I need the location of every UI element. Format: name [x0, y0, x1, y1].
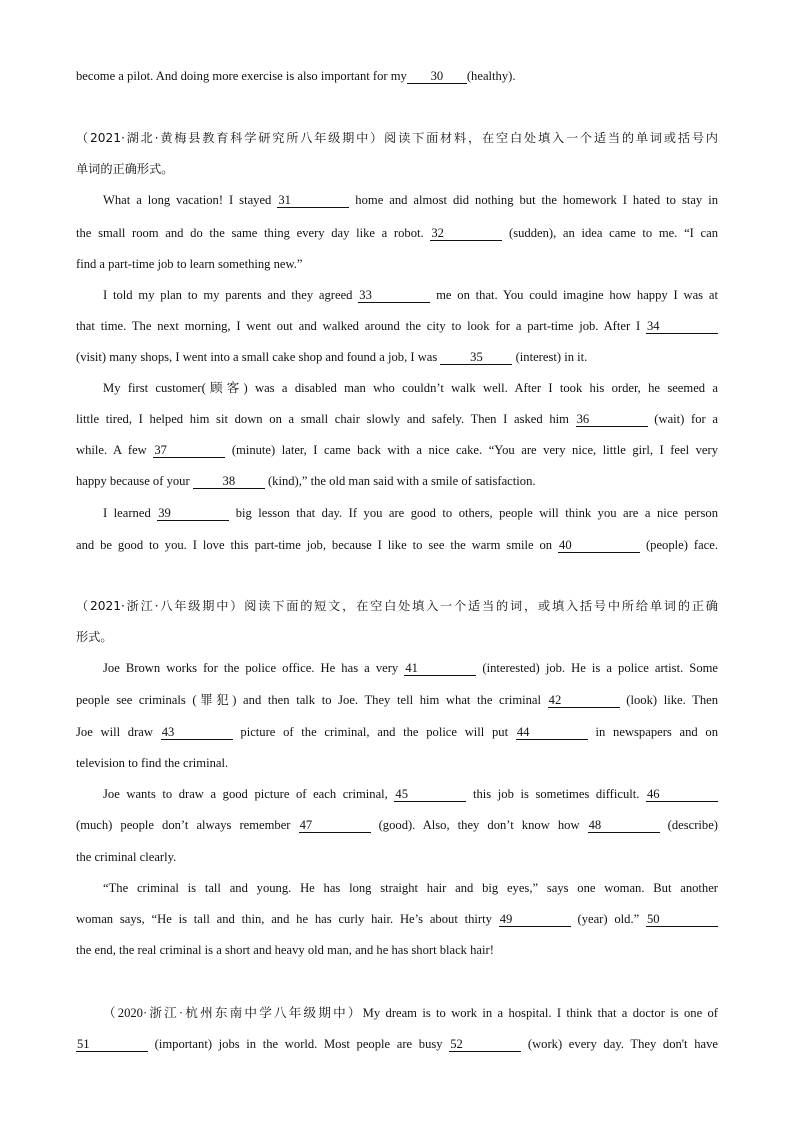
answer-blank-36[interactable]: 36	[576, 413, 648, 427]
text-line	[103, 1005, 718, 1021]
text-segment: (describe)	[659, 818, 718, 832]
text-segment: little tired, I helped him sit down on a small chair slowly and safely. Then I asked him	[76, 412, 576, 426]
text-line	[76, 442, 718, 458]
text-segment: Joe will draw	[76, 725, 161, 739]
answer-blank-43[interactable]: 43	[161, 726, 233, 740]
answer-blank-48[interactable]: 48	[588, 819, 660, 833]
text-line	[103, 880, 718, 896]
text-segment: (healthy).	[466, 69, 516, 83]
answer-blank-50[interactable]: 50	[646, 913, 718, 927]
answer-blank-44[interactable]: 44	[516, 726, 588, 740]
text-line	[76, 318, 718, 334]
text-segment: (interest) in it.	[512, 350, 588, 364]
answer-blank-37[interactable]: 37	[153, 444, 225, 458]
section-heading-line	[76, 130, 718, 146]
text-segment: the criminal clearly.	[76, 850, 177, 864]
text-segment: big lesson that day. If you are good to others, people will think you are a nice person	[229, 506, 718, 520]
answer-blank-40[interactable]: 40	[558, 539, 640, 553]
text-segment: people see criminals (罪犯) and then talk to Joe. They tell him what the criminal	[76, 693, 548, 707]
text-segment: My first customer(顾客) was a disabled man who couldn’t walk well. After I took his order, he seemed a	[103, 381, 718, 395]
answer-blank-51[interactable]: 51	[76, 1038, 148, 1052]
answer-blank-35[interactable]: 35	[440, 351, 512, 365]
answer-blank-52[interactable]: 52	[449, 1038, 521, 1052]
text-line	[103, 192, 718, 208]
text-line	[76, 755, 718, 771]
text-segment: while. A few	[76, 443, 154, 457]
text-segment: (kind),” the old man said with a smile of satisfaction.	[264, 474, 536, 488]
text-line	[76, 692, 718, 708]
text-segment: (wait) for a	[647, 412, 718, 426]
text-segment: 形式。	[76, 630, 113, 644]
text-line	[103, 380, 718, 396]
text-segment: picture of the criminal, and the police will put	[232, 725, 516, 739]
text-line	[76, 537, 718, 553]
section-heading-line	[76, 629, 718, 645]
section-heading-line	[76, 598, 718, 614]
text-segment: (year) old.”	[570, 912, 646, 926]
text-segment: (sudden), an idea came to me. “I can	[502, 226, 719, 240]
answer-blank-38[interactable]: 38	[193, 475, 265, 489]
text-line	[76, 911, 718, 927]
text-segment: (look) like. Then	[619, 693, 719, 707]
text-segment: (minute) later, I came back with a nice cake. “You are very nice, little girl, I feel very	[225, 443, 719, 457]
answer-blank-47[interactable]: 47	[299, 819, 371, 833]
text-line	[76, 849, 718, 865]
text-segment: and be good to you. I love this part-time job, because I like to see the warm smile on	[76, 538, 559, 552]
answer-blank-33[interactable]: 33	[358, 289, 430, 303]
answer-blank-42[interactable]: 42	[548, 694, 620, 708]
text-segment: （2021·湖北·黄梅县教育科学研究所八年级期中）阅读下面材料，在空白处填入一个适当的单词或括号内	[76, 131, 718, 145]
answer-blank-34[interactable]: 34	[646, 320, 718, 334]
text-line	[76, 942, 718, 958]
answer-blank-49[interactable]: 49	[499, 913, 571, 927]
text-segment: the small room and do the same thing every day like a robot.	[76, 226, 431, 240]
text-segment: Joe wants to draw a good picture of each criminal,	[103, 787, 395, 801]
text-segment: television to find the criminal.	[76, 756, 229, 770]
section-heading-line	[76, 161, 718, 177]
text-line	[76, 473, 718, 489]
answer-blank-45[interactable]: 45	[394, 788, 466, 802]
text-segment: that time. The next morning, I went out and walked around the city to look for a part-time job. After I	[76, 319, 646, 333]
text-segment: (good). Also, they don’t know how	[370, 818, 588, 832]
answer-blank-39[interactable]: 39	[157, 507, 229, 521]
text-segment: this job is sometimes difficult.	[466, 787, 646, 801]
text-line	[103, 786, 718, 802]
text-segment: (work) every day. They don't have	[521, 1037, 718, 1051]
text-segment: me on that. You could imagine how happy I was at	[430, 288, 718, 302]
text-line	[76, 225, 718, 241]
text-segment: (important) jobs in the world. Most people are busy	[148, 1037, 450, 1051]
text-line	[103, 287, 718, 303]
text-segment: become a pilot. And doing more exercise is also important for my	[76, 69, 407, 83]
text-line	[103, 660, 718, 676]
text-segment: “The criminal is tall and young. He has long straight hair and big eyes,” says one woman. But another	[103, 881, 718, 895]
text-segment: I told my plan to my parents and they agreed	[103, 288, 359, 302]
text-line	[76, 68, 718, 84]
text-segment: 单词的正确形式。	[76, 162, 174, 176]
text-segment: (interested) job. He is a police artist. Some	[476, 661, 718, 675]
text-line	[76, 349, 718, 365]
text-segment: the end, the real criminal is a short and heavy old man, and he has short black hair!	[76, 943, 494, 957]
text-line	[76, 256, 718, 272]
text-segment: in newspapers and on	[587, 725, 719, 739]
answer-blank-41[interactable]: 41	[404, 662, 476, 676]
text-line	[76, 817, 718, 833]
text-segment: (visit) many shops, I went into a small cake shop and found a job, I was	[76, 350, 441, 364]
answer-blank-32[interactable]: 32	[430, 227, 502, 241]
text-line	[76, 1036, 718, 1052]
text-segment: find a part-time job to learn something new.”	[76, 257, 303, 271]
text-segment: What a long vacation! I stayed	[103, 193, 278, 207]
text-segment: (people) face.	[640, 538, 718, 552]
text-segment: home and almost did nothing but the homework I hated to stay in	[349, 193, 718, 207]
text-segment: （2020·浙江·杭州东南中学八年级期中）My dream is to work in a hospital. I think that a doctor is one of	[103, 1006, 718, 1020]
text-segment: （2021·浙江·八年级期中）阅读下面的短文，在空白处填入一个适当的词，或填入括号中所给单词的正确	[76, 599, 718, 613]
answer-blank-46[interactable]: 46	[646, 788, 718, 802]
text-segment: happy because of your	[76, 474, 193, 488]
answer-blank-30[interactable]: 30	[407, 70, 467, 84]
text-line	[76, 411, 718, 427]
text-line	[76, 724, 718, 740]
text-segment: woman says, “He is tall and thin, and he has curly hair. He’s about thirty	[76, 912, 499, 926]
text-segment: I learned	[103, 506, 158, 520]
answer-blank-31[interactable]: 31	[277, 194, 349, 208]
text-line	[103, 505, 718, 521]
text-segment: (much) people don’t always remember	[76, 818, 299, 832]
text-segment: Joe Brown works for the police office. He has a very	[103, 661, 405, 675]
